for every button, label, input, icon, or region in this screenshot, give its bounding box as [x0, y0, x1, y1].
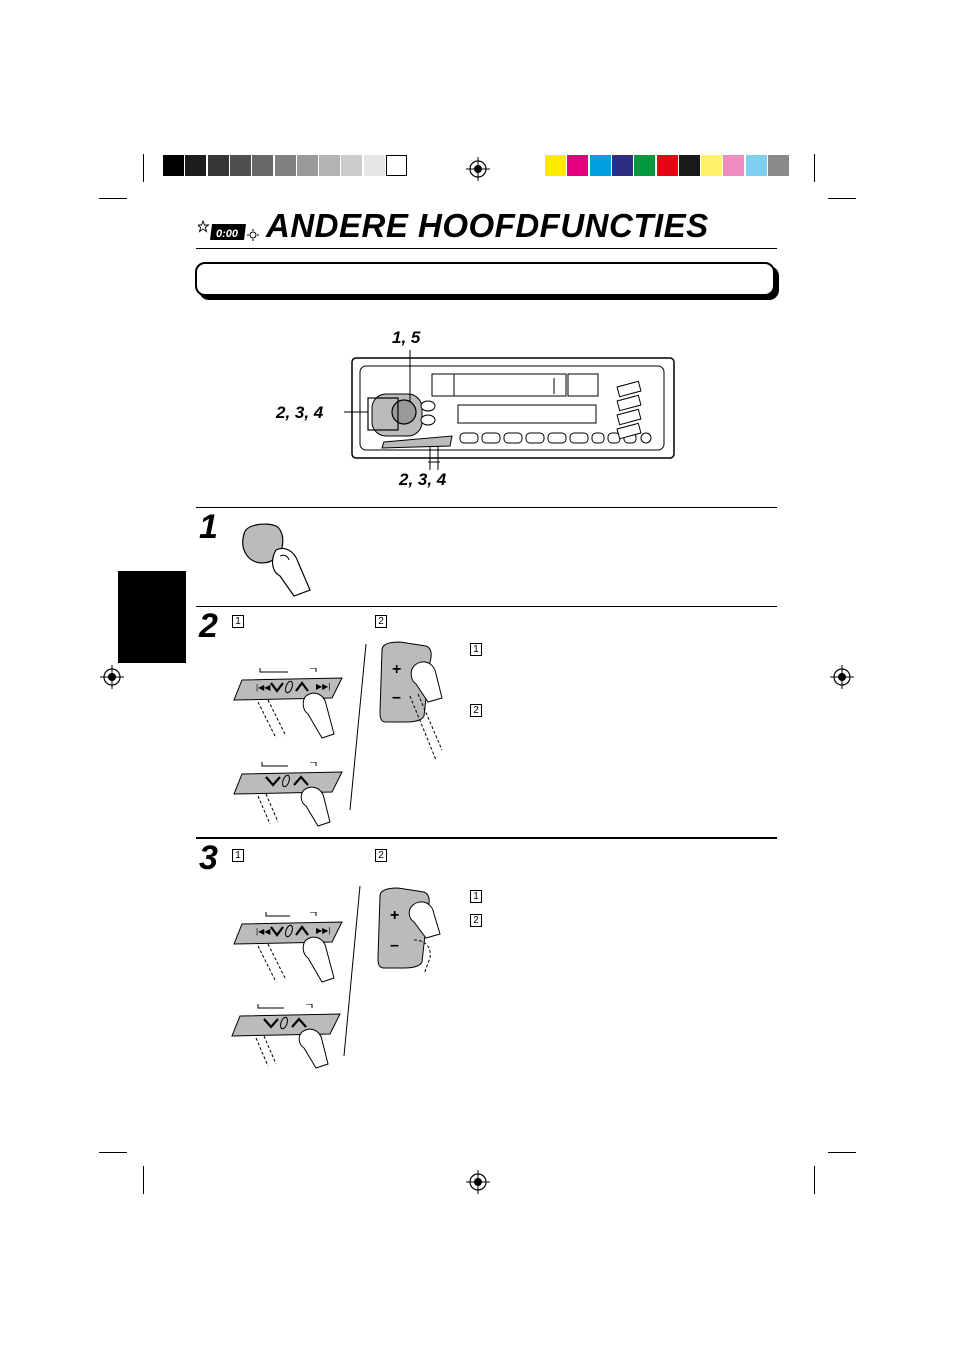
- color-swatch: [612, 155, 633, 176]
- sub-option-marker: 1: [470, 890, 482, 903]
- color-swatch: [567, 155, 588, 176]
- gray-swatch: [230, 155, 251, 176]
- color-swatch: [679, 155, 700, 176]
- crop-mark: [828, 1152, 856, 1153]
- svg-text:–: –: [392, 689, 401, 706]
- svg-text:+: +: [390, 907, 400, 924]
- color-swatch: [634, 155, 655, 176]
- crop-mark: [143, 154, 144, 182]
- finger-press-button-icon: [236, 520, 316, 600]
- option-marker: 2: [375, 849, 387, 862]
- svg-text:|◀◀: |◀◀: [256, 927, 271, 936]
- gray-swatch: [163, 155, 184, 176]
- option-marker: 1: [232, 615, 244, 628]
- gray-swatch: [319, 155, 340, 176]
- title-underline: [196, 248, 777, 249]
- volume-control-press-icon: [376, 640, 446, 766]
- option-marker: 2: [375, 615, 387, 628]
- registration-mark-icon: [100, 665, 124, 689]
- color-swatch: [545, 155, 566, 176]
- gray-swatch: [364, 155, 385, 176]
- step-divider: [196, 837, 777, 839]
- clock-icon: [198, 220, 260, 242]
- crop-mark: [814, 1166, 815, 1194]
- skip-buttons-press-icon: [230, 912, 350, 988]
- divider-line: [348, 644, 368, 812]
- gray-swatch: [341, 155, 362, 176]
- volume-control-press-icon: [374, 886, 444, 986]
- svg-text:0:00: 0:00: [216, 228, 239, 240]
- step-number: 2: [199, 607, 218, 645]
- svg-text:|◀◀: |◀◀: [256, 683, 271, 692]
- color-swatch: [657, 155, 678, 176]
- language-tab: [118, 571, 186, 663]
- registration-mark-icon: [830, 665, 854, 689]
- gray-swatch: [297, 155, 318, 176]
- svg-text:▶▶|: ▶▶|: [316, 926, 331, 935]
- gray-swatch: [386, 155, 407, 176]
- step-number: 3: [199, 839, 218, 877]
- page-title: ANDERE HOOFDFUNCTIES: [266, 207, 709, 244]
- crop-mark: [828, 198, 856, 199]
- callout-label: 1, 5: [392, 328, 421, 347]
- registration-mark-icon: [466, 1170, 490, 1194]
- crop-mark: [99, 198, 127, 199]
- option-marker: 1: [232, 849, 244, 862]
- crop-mark: [814, 154, 815, 182]
- svg-text:–: –: [390, 937, 399, 954]
- registration-mark-icon: [466, 157, 490, 181]
- callout-label: 2, 3, 4: [276, 403, 324, 422]
- gray-swatch: [275, 155, 296, 176]
- callout-label: 2, 3, 4: [399, 470, 447, 489]
- color-swatch: [746, 155, 767, 176]
- crop-mark: [99, 1152, 127, 1153]
- sub-option-marker: 1: [470, 643, 482, 656]
- svg-text:▶▶|: ▶▶|: [316, 682, 331, 691]
- sub-option-marker: 2: [470, 914, 482, 927]
- gray-swatch: [252, 155, 273, 176]
- car-stereo-illustration: [340, 350, 680, 470]
- sub-option-marker: 2: [470, 704, 482, 717]
- step-divider: [196, 606, 777, 607]
- skip-buttons-press-icon: [230, 668, 350, 744]
- crop-mark: [143, 1166, 144, 1194]
- gray-swatch: [208, 155, 229, 176]
- color-swatch: [590, 155, 611, 176]
- color-swatch: [701, 155, 722, 176]
- section-header-bar: [195, 262, 775, 296]
- svg-text:+: +: [392, 661, 402, 678]
- color-swatch: [723, 155, 744, 176]
- up-down-buttons-press-icon: [230, 762, 350, 828]
- color-swatch: [768, 155, 789, 176]
- step-number: 1: [199, 508, 218, 546]
- up-down-buttons-press-icon: [228, 1004, 348, 1070]
- gray-swatch: [185, 155, 206, 176]
- step-divider: [196, 507, 777, 508]
